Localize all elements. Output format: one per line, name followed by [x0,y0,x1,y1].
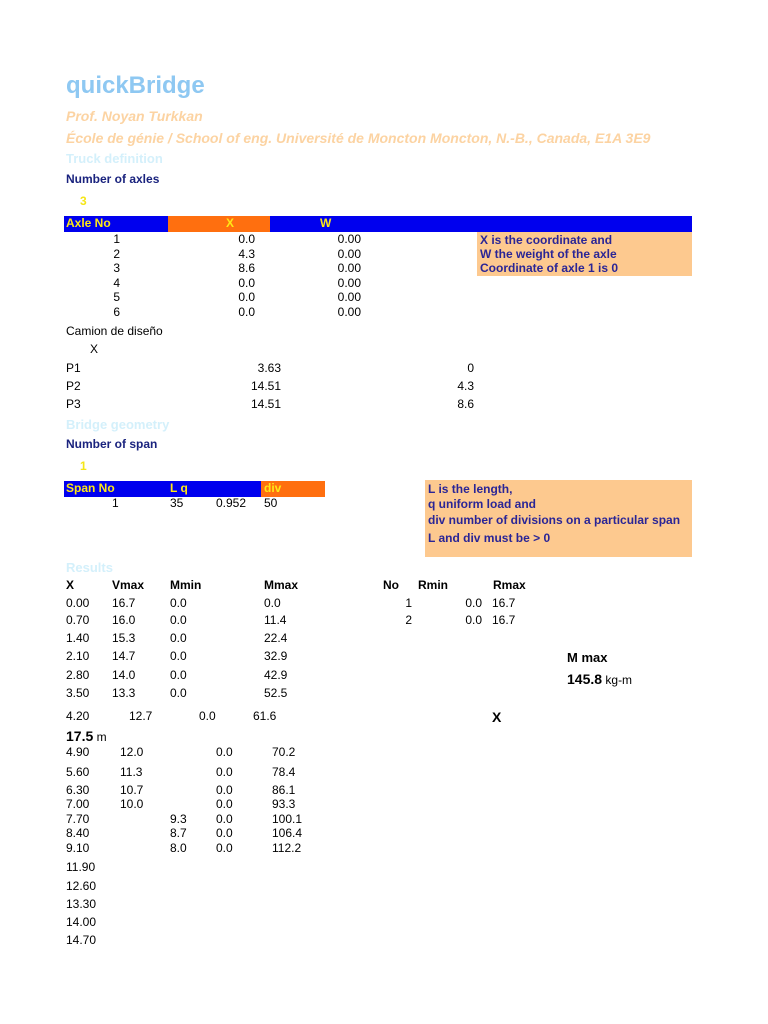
axles-label: Number of axles [66,172,160,186]
axle-note-line: W the weight of the axle [480,247,617,261]
col-header-rmax: Rmax [493,578,526,592]
axle-no-cell: 6 [113,305,120,319]
axle-no-cell: 2 [113,247,120,261]
design-load-x: 4.3 [457,379,474,393]
result-mmax-cell: 106.4 [272,826,303,840]
result-x-cell: 6.30 [66,783,90,797]
result-mmax-cell: 78.4 [272,765,296,779]
result-mmax-cell: 100.1 [272,812,303,826]
result-mmin-cell: 0.0 [216,812,233,826]
span-note-line: q uniform load and [428,497,536,511]
result-mmax-cell: 22.4 [264,631,288,645]
x-at-max-readout [66,728,107,745]
design-load-weight: 14.51 [250,379,281,393]
result-mmin-cell: 0.0 [216,783,233,797]
school-address: École de génie / School of eng. Université de Moncton Moncton, N.-B., Canada, E1A 3E9 [66,130,651,146]
result-mmin-cell: 0.0 [170,613,187,627]
result-x-cell: 14.70 [66,933,97,947]
x-at-max-value: 17.5 [66,728,94,744]
axle-note-box [477,232,692,276]
span-count-value[interactable]: 1 [80,459,87,473]
section-results: Results [66,560,113,575]
axle-w-cell[interactable]: 0.00 [337,290,361,304]
span-count-label: Number of span [66,437,158,451]
col-header-x: X [66,578,75,592]
result-mmax-cell: 61.6 [253,709,277,723]
result-mmax-cell: 112.2 [272,841,302,855]
design-truck-x-label: X [90,342,99,356]
result-x-cell: 7.00 [66,797,90,811]
result-vmax-cell: 9.3 [170,812,187,826]
axle-x-cell[interactable]: 0.0 [238,290,255,304]
axle-no-cell: 5 [113,290,120,304]
design-truck-label: Camion de diseño [66,324,163,338]
result-x-cell: 4.20 [66,709,90,723]
result-x-cell: 3.50 [66,686,90,700]
result-x-cell: 11.90 [66,860,96,874]
result-mmax-cell: 93.3 [272,797,296,811]
col-header-axle-no: Axle No [66,216,111,230]
mmax-unit: kg-m [605,673,633,687]
result-mmin-cell: 0.0 [170,649,187,663]
span-load-cell[interactable]: 0.952 [216,496,247,510]
span-note-line: div number of divisions on a particular span [428,513,681,527]
result-mmax-cell: 11.4 [264,613,287,627]
mmax-label: M max [567,650,608,665]
section-bridge-geometry: Bridge geometry [66,417,170,432]
axle-no-cell: 4 [113,276,120,290]
axle-no-cell: 3 [113,261,120,275]
axle-x-cell[interactable]: 0.0 [238,232,255,246]
reaction-no-cell: 1 [405,596,412,610]
design-load-name: P2 [66,379,81,393]
result-vmax-cell: 13.3 [112,686,136,700]
result-mmax-cell: 0.0 [264,596,281,610]
result-x-cell: 8.40 [66,826,90,840]
axle-x-cell[interactable]: 8.6 [238,261,255,275]
reaction-rmax-cell: 16.7 [492,613,516,627]
result-vmax-cell: 14.7 [112,649,136,663]
design-load-x: 8.6 [457,397,474,411]
result-mmin-cell: 0.0 [170,668,187,682]
col-header-no: No [383,578,399,592]
result-x-cell: 0.70 [66,613,90,627]
design-load-weight: 14.51 [250,397,281,411]
reaction-rmin-cell: 0.0 [465,613,482,627]
reaction-no-cell: 2 [405,613,412,627]
x-at-max-unit: m [96,730,107,744]
result-vmax-cell: 14.0 [112,668,136,682]
col-header-span-no: Span No [66,481,115,495]
header-band-w [270,216,692,232]
span-note-line: L and div must be > 0 [428,531,551,545]
result-x-cell: 5.60 [66,765,90,779]
result-x-cell: 9.10 [66,841,90,855]
result-mmin-cell: 0.0 [216,797,233,811]
span-note-line: L is the length, [428,482,513,496]
col-header-rmin: Rmin [418,578,448,592]
result-vmax-cell: 8.0 [170,841,187,855]
result-vmax-cell: 15.3 [112,631,136,645]
result-mmin-cell: 0.0 [216,745,233,759]
result-mmax-cell: 52.5 [264,686,288,700]
col-header-div: div [264,481,282,495]
header-band-x [168,216,270,232]
result-mmin-cell: 0.0 [170,686,187,700]
axle-x-cell[interactable]: 0.0 [238,276,255,290]
result-mmin-cell: 0.0 [199,709,216,723]
result-mmin-cell: 0.0 [216,826,233,840]
design-load-weight: 3.63 [257,361,281,375]
result-x-cell: 14.00 [66,915,97,929]
result-mmin-cell: 0.0 [170,596,187,610]
result-vmax-cell: 8.7 [170,826,187,840]
reaction-rmin-cell: 0.0 [465,596,482,610]
result-x-cell: 7.70 [66,812,90,826]
axle-no-cell: 1 [113,232,120,246]
result-x-cell: 13.30 [66,897,97,911]
result-x-cell: 1.40 [66,631,90,645]
result-x-cell: 12.60 [66,879,97,893]
col-header-vmax: Vmax [112,578,145,592]
design-load-x: 0 [467,361,474,375]
result-mmin-cell: 0.0 [216,841,233,855]
mmax-readout [567,671,632,688]
result-x-cell: 0.00 [66,596,90,610]
result-vmax-cell: 11.3 [120,765,143,779]
result-vmax-cell: 10.7 [120,783,144,797]
span-no-cell[interactable]: 1 [112,496,119,510]
result-mmax-cell: 86.1 [272,783,296,797]
design-load-name: P1 [66,361,81,375]
app-title: quickBridge [66,72,205,99]
axle-note-line: X is the coordinate and [480,233,613,247]
result-mmax-cell: 70.2 [272,745,296,759]
section-truck-definition: Truck definition [66,151,163,166]
reaction-rmax-cell: 16.7 [492,596,516,610]
result-mmax-cell: 32.9 [264,649,288,663]
span-note-box [425,480,692,557]
axle-x-cell[interactable]: 0.0 [238,305,255,319]
result-vmax-cell: 12.0 [120,745,144,759]
result-vmax-cell: 12.7 [129,709,153,723]
result-x-cell: 2.10 [66,649,90,663]
col-header-x: X [226,216,235,230]
result-x-cell: 2.80 [66,668,90,682]
result-vmax-cell: 10.0 [120,797,144,811]
axle-x-cell[interactable]: 4.3 [238,247,255,261]
span-length-cell[interactable]: 35 [170,496,184,510]
result-vmax-cell: 16.7 [112,596,136,610]
axle-w-cell[interactable]: 0.00 [337,261,361,275]
axle-w-cell[interactable]: 0.00 [337,232,361,246]
col-header-mmin: Mmin [170,578,202,592]
axles-value[interactable]: 3 [80,194,87,208]
axle-w-cell[interactable]: 0.00 [337,305,361,319]
author-name: Prof. Noyan Turkkan [66,108,203,124]
mmax-value: 145.8 [567,671,603,687]
result-x-cell: 4.90 [66,745,90,759]
result-mmax-cell: 42.9 [264,668,288,682]
result-mmin-cell: 0.0 [170,631,187,645]
design-load-name: P3 [66,397,81,411]
result-vmax-cell: 16.0 [112,613,136,627]
result-mmin-cell: 0.0 [216,765,233,779]
x-position-label: X [492,709,502,725]
span-div-cell[interactable]: 50 [264,496,278,510]
axle-note-line: Coordinate of axle 1 is 0 [480,261,619,275]
col-header-w: W [320,216,332,230]
axle-w-cell[interactable]: 0.00 [337,276,361,290]
col-header-l-q: L q [170,481,188,495]
axle-w-cell[interactable]: 0.00 [337,247,361,261]
col-header-mmax: Mmax [264,578,299,592]
